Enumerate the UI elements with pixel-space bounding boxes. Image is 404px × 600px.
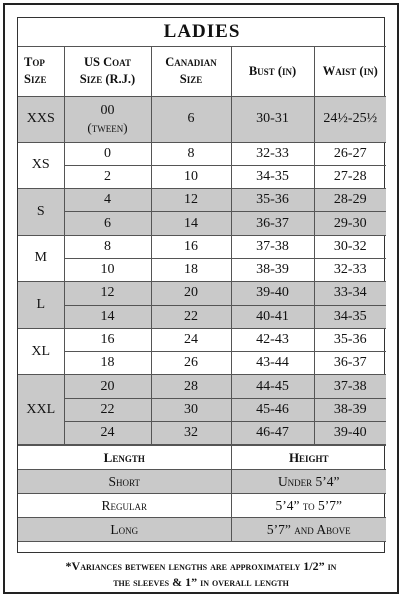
header-bust: Bust (in) bbox=[231, 46, 314, 96]
bust-cell: 39-40 bbox=[231, 282, 314, 305]
length-row bbox=[18, 470, 386, 494]
header-length: Length bbox=[18, 446, 231, 470]
size-chart-frame bbox=[17, 17, 385, 553]
waist-cell: 33-34 bbox=[314, 282, 386, 305]
table-row bbox=[18, 258, 386, 281]
table-row bbox=[18, 189, 386, 212]
us-coat-size-cell: 10 bbox=[64, 258, 151, 281]
bust-cell: 37-38 bbox=[231, 235, 314, 258]
height-cell: 5’4” to 5’7” bbox=[231, 494, 386, 518]
bust-cell: 38-39 bbox=[231, 258, 314, 281]
length-cell: Long bbox=[18, 518, 231, 542]
waist-cell: 34-35 bbox=[314, 305, 386, 328]
table-row bbox=[18, 398, 386, 421]
table-title: LADIES bbox=[18, 18, 386, 46]
top-size-cell: XXL bbox=[18, 375, 64, 445]
canadian-size-cell: 32 bbox=[151, 422, 231, 445]
height-cell: Under 5’4” bbox=[231, 470, 386, 494]
us-coat-size-cell: 0 bbox=[64, 142, 151, 165]
waist-cell: 29-30 bbox=[314, 212, 386, 235]
header-top-size: Top Size bbox=[18, 46, 64, 96]
canadian-size-cell: 8 bbox=[151, 142, 231, 165]
canadian-size-cell: 24 bbox=[151, 328, 231, 351]
table-row bbox=[18, 328, 386, 351]
bust-cell: 45-46 bbox=[231, 398, 314, 421]
us-coat-size-cell: 12 bbox=[64, 282, 151, 305]
header-height: Height bbox=[231, 446, 386, 470]
us-coat-size-cell: 14 bbox=[64, 305, 151, 328]
top-size-cell: XXS bbox=[18, 96, 64, 142]
waist-cell: 32-33 bbox=[314, 258, 386, 281]
canadian-size-cell: 14 bbox=[151, 212, 231, 235]
waist-cell: 26-27 bbox=[314, 142, 386, 165]
length-row bbox=[18, 518, 386, 542]
length-cell: Regular bbox=[18, 494, 231, 518]
table-row bbox=[18, 235, 386, 258]
waist-cell: 35-36 bbox=[314, 328, 386, 351]
us-coat-size-cell: 16 bbox=[64, 328, 151, 351]
column-header-row bbox=[18, 46, 386, 96]
bust-cell: 30-31 bbox=[231, 96, 314, 142]
canadian-size-cell: 26 bbox=[151, 352, 231, 375]
waist-cell: 36-37 bbox=[314, 352, 386, 375]
bust-cell: 40-41 bbox=[231, 305, 314, 328]
top-size-cell: M bbox=[18, 235, 64, 282]
us-coat-size-cell: 6 bbox=[64, 212, 151, 235]
table-row bbox=[18, 165, 386, 188]
bust-cell: 42-43 bbox=[231, 328, 314, 351]
bust-cell: 44-45 bbox=[231, 375, 314, 398]
waist-cell: 27-28 bbox=[314, 165, 386, 188]
table-row bbox=[18, 375, 386, 398]
bust-cell: 35-36 bbox=[231, 189, 314, 212]
us-coat-size-cell: 00 (tween) bbox=[64, 96, 151, 142]
table-row bbox=[18, 212, 386, 235]
length-cell: Short bbox=[18, 470, 231, 494]
table-row bbox=[18, 282, 386, 305]
us-coat-size-cell: 24 bbox=[64, 422, 151, 445]
size-chart-sheet bbox=[3, 3, 399, 594]
canadian-size-cell: 10 bbox=[151, 165, 231, 188]
length-table bbox=[18, 445, 386, 542]
us-coat-size-cell: 8 bbox=[64, 235, 151, 258]
waist-cell: 38-39 bbox=[314, 398, 386, 421]
table-row bbox=[18, 96, 386, 142]
header-canadian-size: Canadian Size bbox=[151, 46, 231, 96]
us-coat-size-cell: 2 bbox=[64, 165, 151, 188]
waist-cell: 28-29 bbox=[314, 189, 386, 212]
length-row bbox=[18, 494, 386, 518]
waist-cell: 30-32 bbox=[314, 235, 386, 258]
header-waist: Waist (in) bbox=[314, 46, 386, 96]
bust-cell: 36-37 bbox=[231, 212, 314, 235]
canadian-size-cell: 20 bbox=[151, 282, 231, 305]
canadian-size-cell: 22 bbox=[151, 305, 231, 328]
footnote: *Variances between lengths are approximately 1/2” in the sleeves & 1” in overall length bbox=[65, 559, 337, 589]
canadian-size-cell: 12 bbox=[151, 189, 231, 212]
us-coat-size-cell: 4 bbox=[64, 189, 151, 212]
top-size-cell: XL bbox=[18, 328, 64, 375]
canadian-size-cell: 18 bbox=[151, 258, 231, 281]
bust-cell: 43-44 bbox=[231, 352, 314, 375]
us-coat-size-cell: 22 bbox=[64, 398, 151, 421]
top-size-cell: S bbox=[18, 189, 64, 236]
height-cell: 5’7” and Above bbox=[231, 518, 386, 542]
canadian-size-cell: 30 bbox=[151, 398, 231, 421]
us-coat-size-cell: 20 bbox=[64, 375, 151, 398]
header-us-coat-size: US Coat Size (R.J.) bbox=[64, 46, 151, 96]
canadian-size-cell: 16 bbox=[151, 235, 231, 258]
waist-cell: 39-40 bbox=[314, 422, 386, 445]
waist-cell: 37-38 bbox=[314, 375, 386, 398]
table-row bbox=[18, 142, 386, 165]
table-row bbox=[18, 422, 386, 445]
top-size-cell: L bbox=[18, 282, 64, 329]
canadian-size-cell: 6 bbox=[151, 96, 231, 142]
bust-cell: 34-35 bbox=[231, 165, 314, 188]
bust-cell: 32-33 bbox=[231, 142, 314, 165]
top-size-cell: XS bbox=[18, 142, 64, 189]
us-coat-size-cell: 18 bbox=[64, 352, 151, 375]
ladies-size-table bbox=[18, 18, 386, 445]
canadian-size-cell: 28 bbox=[151, 375, 231, 398]
bust-cell: 46-47 bbox=[231, 422, 314, 445]
table-row bbox=[18, 352, 386, 375]
waist-cell: 24½-25½ bbox=[314, 96, 386, 142]
table-row bbox=[18, 305, 386, 328]
length-header-row bbox=[18, 446, 386, 470]
